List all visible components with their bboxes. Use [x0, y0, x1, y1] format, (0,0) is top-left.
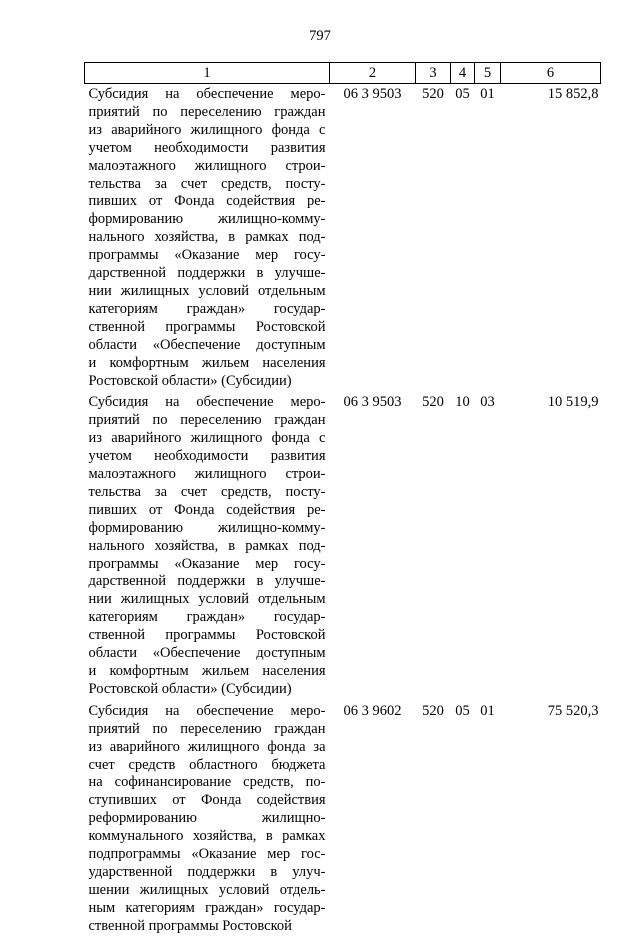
row-subsection: 03: [480, 394, 495, 411]
description-line: нального хозяйства, в рамках под-: [88, 537, 326, 554]
description-line: дарственной поддержки в улучше-: [88, 573, 326, 590]
description-line: коммунального хозяйства, в рамках: [88, 828, 326, 845]
budget-table: [84, 62, 601, 938]
description-line: нии жилищных условий отдельным: [88, 282, 326, 299]
description-line: ственной программы Ростовской: [88, 917, 292, 934]
description-line: из аварийного жилищного фонда за: [88, 738, 326, 755]
description-line: малоэтажного жилищного строи-: [88, 466, 326, 483]
row-section: 05: [455, 86, 470, 102]
description-line: Ростовской области» (Субсидии): [88, 372, 292, 389]
row-expense-type: 520: [422, 702, 444, 719]
row-section: 10: [455, 394, 470, 411]
row-target-article: 06 3 9503: [343, 394, 402, 411]
row-description: [85, 392, 330, 700]
description-line: ным категориям граждан» государ-: [88, 899, 326, 916]
description-line: ступивших от Фонда содействия: [88, 792, 326, 809]
table-row: [85, 701, 601, 938]
description-line: категориям граждан» государ-: [88, 300, 326, 317]
row-description: [85, 84, 330, 393]
page-number: 797: [309, 28, 331, 44]
description-line: и комфортным жильем населения: [88, 354, 326, 371]
row-section: 05: [455, 702, 470, 719]
header-col-4: 4: [451, 63, 475, 84]
header-col-6: 6: [501, 63, 601, 84]
row-expense-type: 520: [422, 86, 444, 102]
table-body: [85, 84, 601, 938]
description-line: тельства за счет средств, посту-: [88, 483, 326, 500]
description-line: пивших от Фонда содействия ре-: [88, 193, 326, 210]
header-col-1: 1: [85, 63, 330, 84]
header-col-2: 2: [330, 63, 416, 84]
description-line: шении жилищных условий отдель-: [88, 881, 326, 898]
description-line: на софинансирование средств, по-: [88, 774, 326, 791]
description-line: учетом необходимости развития: [88, 448, 326, 465]
description-line: нии жилищных условий отдельным: [88, 591, 326, 608]
description-line: категориям граждан» государ-: [88, 609, 326, 626]
description-line: и комфортным жильем населения: [88, 663, 326, 679]
description-line: программы «Оказание мер госу-: [88, 555, 326, 572]
row-expense-type: 520: [422, 394, 444, 411]
header-col-5: 5: [475, 63, 501, 84]
description-line: области «Обеспечение доступным: [88, 336, 326, 353]
description-line: Субсидия на обеспечение меро-: [88, 394, 326, 411]
description-line: из аварийного жилищного фонда с: [88, 430, 326, 447]
row-amount: 75 520,3: [547, 702, 599, 719]
description-line: ударственной поддержки в улуч-: [88, 863, 326, 880]
description-line: приятий по переселению граждан: [88, 103, 326, 120]
description-line: дарственной поддержки в улучше-: [88, 265, 326, 282]
header-col-3: 3: [416, 63, 451, 84]
description-line: малоэтажного жилищного строи-: [88, 157, 326, 174]
row-description: [85, 701, 330, 938]
description-line: Субсидия на обеспечение меро-: [88, 702, 326, 719]
description-line: ственной программы Ростовской: [88, 318, 326, 335]
description-line: области «Обеспечение доступным: [88, 645, 326, 662]
row-subsection: 01: [480, 86, 495, 102]
description-line: программы «Оказание мер госу-: [88, 247, 326, 264]
description-line: реформированию жилищно-: [88, 810, 326, 827]
row-target-article: 06 3 9602: [343, 702, 402, 719]
description-line: Ростовской области» (Субсидии): [88, 680, 292, 697]
row-amount: 10 519,9: [547, 394, 599, 411]
description-line: подпрограммы «Оказание мер гос-: [88, 846, 326, 863]
row-target-article: 06 3 9503: [343, 86, 402, 102]
description-line: учетом необходимости развития: [88, 139, 326, 156]
description-line: тельства за счет средств, посту-: [88, 175, 326, 192]
description-line: пивших от Фонда содействия ре-: [88, 501, 326, 518]
description-line: формированию жилищно-комму-: [88, 519, 326, 536]
row-amount: 15 852,8: [547, 86, 599, 102]
row-subsection: 01: [480, 702, 495, 719]
description-line: формированию жилищно-комму-: [88, 211, 326, 228]
description-line: Субсидия на обеспечение меро-: [88, 86, 326, 102]
description-line: ственной программы Ростовской: [88, 627, 326, 644]
description-line: приятий по переселению граждан: [88, 720, 326, 737]
table-header-row: [85, 63, 601, 84]
table-row: [85, 392, 601, 700]
description-line: счет средств областного бюджета: [88, 756, 326, 773]
description-line: приятий по переселению граждан: [88, 412, 326, 429]
table-row: [85, 84, 601, 393]
description-line: нального хозяйства, в рамках под-: [88, 229, 326, 246]
description-line: из аварийного жилищного фонда с: [88, 121, 326, 138]
